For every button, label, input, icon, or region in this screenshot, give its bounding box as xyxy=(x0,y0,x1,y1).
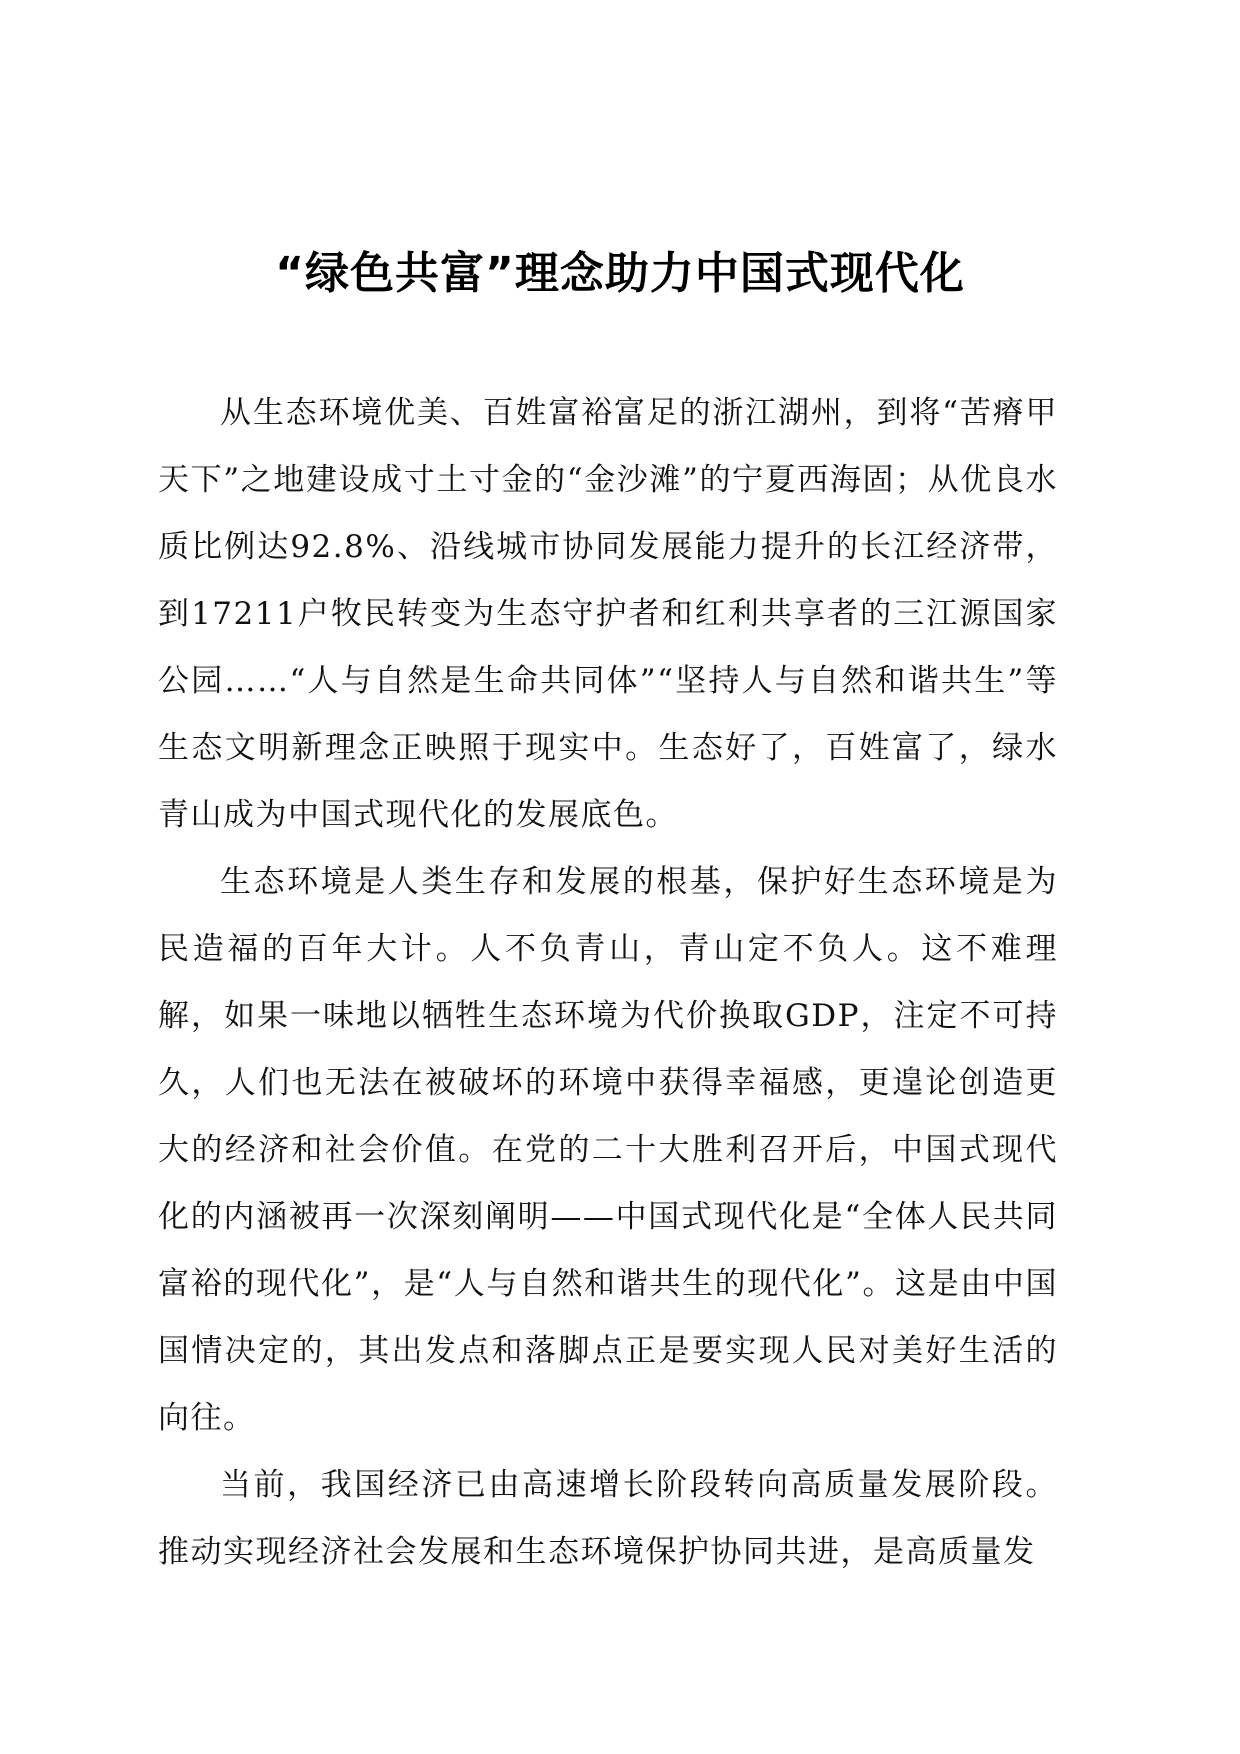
document-body xyxy=(158,380,1058,1586)
paragraph-2: 生态环境是人类生存和发展的根基，保护好生态环境是为民造福的百年大计。人不负青山，青山定不负人。这不难理解，如果一味地以牺牲生态环境为代价换取GDP，注定不可持久，人们也无法在被破坏的环境中获得幸福感，更遑论创造更大的经济和社会价值。在党的二十大胜利召开后，中国式现代化的内涵被再一次深刻阐明——中国式现代化是“全体人民共同富裕的现代化”，是“人与自然和谐共生的现代化”。这是由中国国情决定的，其出发点和落脚点正是要实现人民对美好生活的向往。 xyxy=(158,864,1058,1436)
paragraph-3: 当前，我国经济已由高速增长阶段转向高质量发展阶段。推动实现经济社会发展和生态环境保护协同共进，是高质量发 xyxy=(158,1467,1058,1570)
paragraph-1: 从生态环境优美、百姓富裕富足的浙江湖州，到将“苦瘠甲天下”之地建设成寸土寸金的“金沙滩”的宁夏西海固；从优良水质比例达92.8%、沿线城市协同发展能力提升的长江经济带，到17211户牧民转变为生态守护者和红利共享者的三江源国家公园……“人与自然是生命共同体”“坚持人与自然和谐共生”等生态文明新理念正映照于现实中。生态好了，百姓富了，绿水青山成为中国式现代化的发展底色。 xyxy=(158,395,1058,833)
document-title: “绿色共富”理念助力中国式现代化 xyxy=(275,248,965,299)
